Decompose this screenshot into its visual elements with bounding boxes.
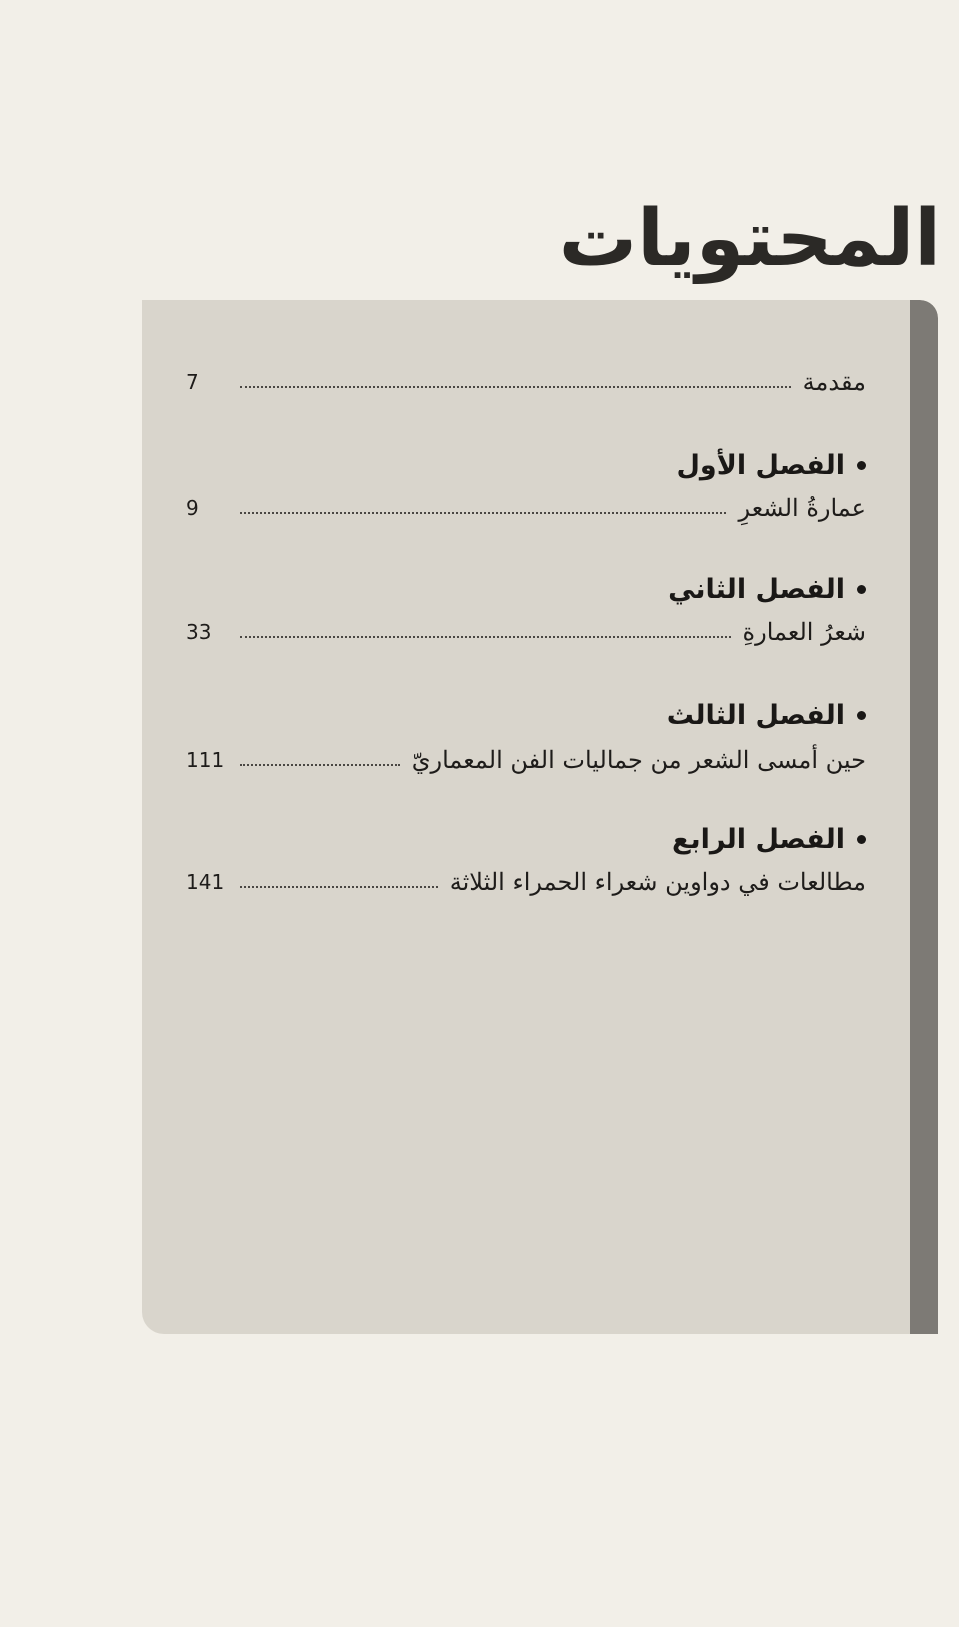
chapter-heading-text: الفصل الأول xyxy=(676,450,845,481)
toc-entry-chapter-3[interactable] xyxy=(186,740,866,780)
bullet-icon xyxy=(857,461,866,470)
dot-leader xyxy=(240,512,726,514)
page-number: 9 xyxy=(186,496,199,520)
bullet-icon xyxy=(857,711,866,720)
chapter-heading-3 xyxy=(667,700,866,731)
entry-title: مطالعات في دواوين شعراء الحمراء الثلاثة xyxy=(449,868,866,896)
toc-entry-chapter-2[interactable] xyxy=(186,612,866,652)
panel-edge-band xyxy=(910,300,938,1334)
dot-leader xyxy=(240,886,438,888)
page-number: 111 xyxy=(186,748,225,772)
toc-entry-intro[interactable] xyxy=(186,362,866,402)
chapter-heading-4 xyxy=(672,824,866,855)
bullet-icon xyxy=(857,835,866,844)
toc-entry-chapter-1[interactable] xyxy=(186,488,866,528)
chapter-heading-2 xyxy=(668,574,866,605)
toc-list xyxy=(142,300,910,1334)
dot-leader xyxy=(240,636,731,638)
chapter-heading-text: الفصل الرابع xyxy=(672,824,845,855)
entry-title: حين أمسى الشعر من جماليات الفن المعماريّ xyxy=(411,746,866,774)
toc-entry-chapter-4[interactable] xyxy=(186,862,866,902)
dot-leader xyxy=(240,386,791,388)
page-number: 141 xyxy=(186,870,225,894)
chapter-heading-text: الفصل الثاني xyxy=(668,574,845,605)
entry-title: مقدمة xyxy=(802,368,866,396)
dot-leader xyxy=(240,764,400,766)
chapter-heading-1 xyxy=(677,450,867,481)
page-title: المحتويات xyxy=(558,194,941,284)
bullet-icon xyxy=(857,585,866,594)
page-number: 33 xyxy=(186,620,212,644)
entry-title: عمارةُ الشعرِ xyxy=(738,494,866,522)
page-number: 7 xyxy=(186,370,199,394)
chapter-heading-text: الفصل الثالث xyxy=(666,700,845,731)
table-of-contents xyxy=(142,300,938,1334)
entry-title: شعرُ العمارةِ xyxy=(742,618,866,646)
